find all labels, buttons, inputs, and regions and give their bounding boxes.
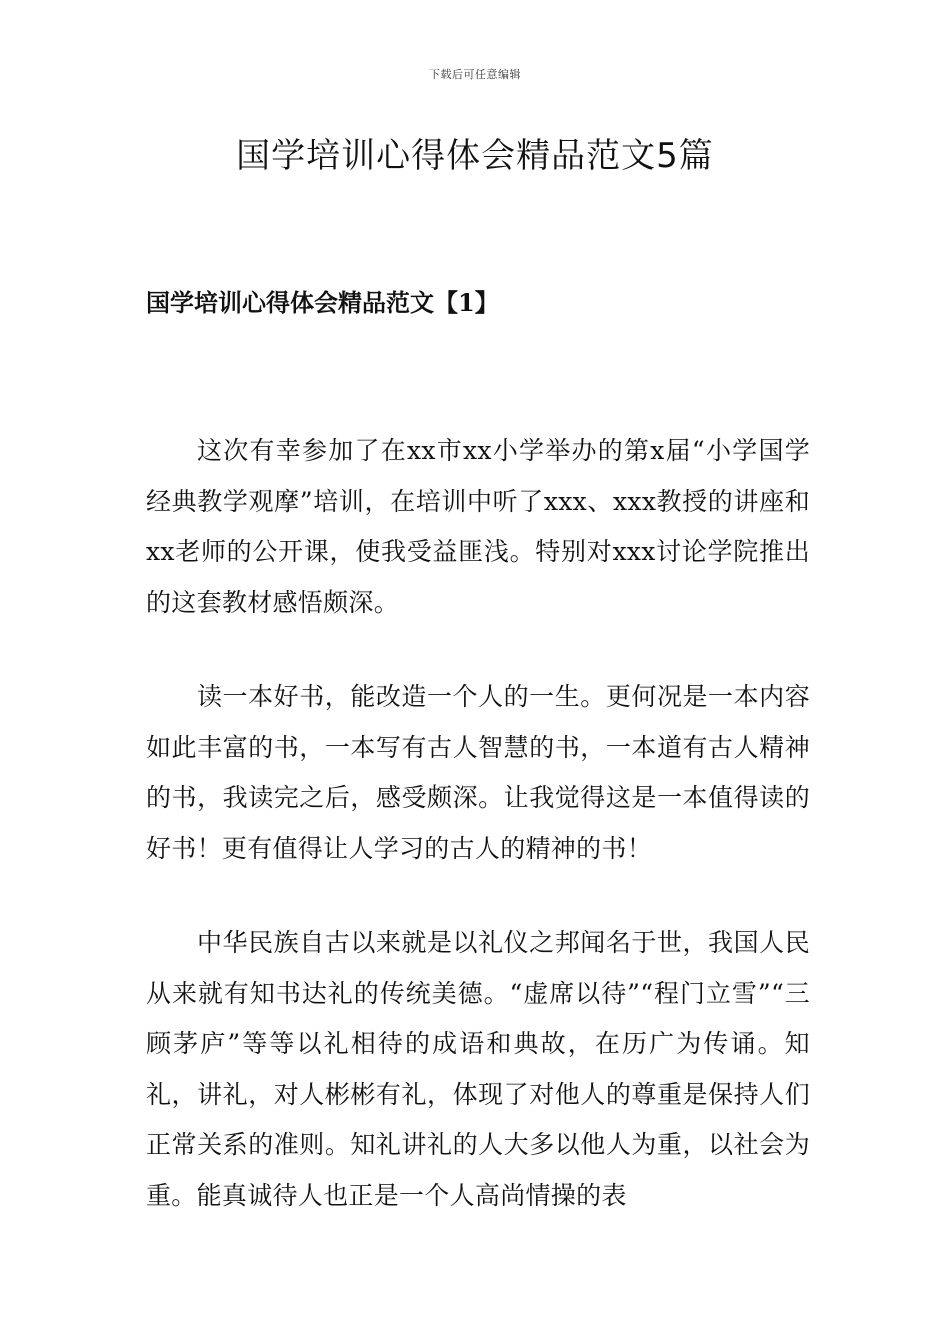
paragraph: 中华民族自古以来就是以礼仪之邦闻名于世，我国人民从来就有知书达礼的传统美德。“虚席以待”“程门立雪”“三顾茅庐”等等以礼相待的成语和典故，在历广为传诵。知礼，讲礼，对人彬彬有礼，体现了对他人的尊重是保持人们正常关系的准则。知礼讲礼的人大多以他人为重，以社会为重。能真诚待人也正是一个人高尚情操的表 — [146, 928, 810, 1210]
paragraph: 读一本好书，能改造一个人的一生。更何况是一本内容如此丰富的书，一本写有古人智慧的书，一本道有古人精神的书，我读完之后，感受颇深。让我觉得这是一本值得读的好书！更有值得让人学习的古人的精神的书！ — [146, 682, 810, 863]
section-heading: 国学培训心得体会精品范文【1】 — [146, 288, 499, 317]
document-title: 国学培训心得体会精品范文5篇 — [236, 136, 714, 176]
paragraph: 这次有幸参加了在xx市xx小学举办的第x届“小学国学经典教学观摩”培训，在培训中听了xxx、xxx教授的讲座和xx老师的公开课，使我受益匪浅。特别对xxx讨论学院推出的这套教材感悟颇深。 — [146, 436, 810, 617]
page-header-note: 下载后可任意编辑 — [429, 68, 521, 81]
document-body — [146, 426, 810, 1265]
